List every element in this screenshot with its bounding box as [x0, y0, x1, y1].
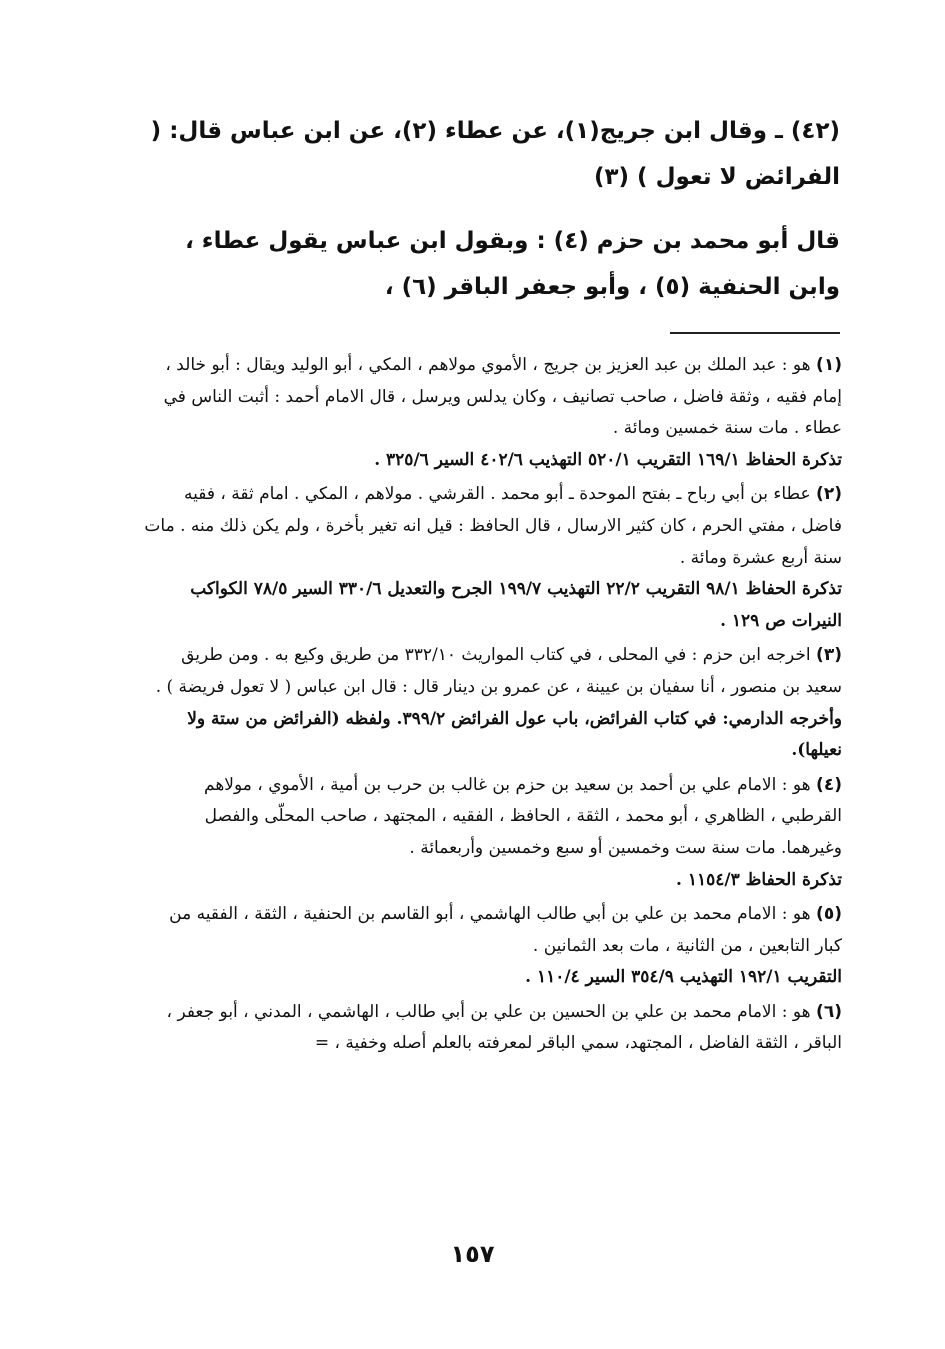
footnote-6 — [140, 997, 842, 1060]
footnote-reference: تذكرة الحفاظ ١١٥٤/٣ . — [676, 869, 842, 890]
main-text — [140, 108, 840, 328]
footnote-text: هو : الامام علي بن أحمد بن سعيد بن حزم بن غالب بن حرب بن أمية ، الأموي ، مولاهم القرطبي ، الظاهري ، أبو محمد ، الثقة ، الحافظ ، الفقيه ، المجتهد ، صاحب المحلّى والفصل وغيرهما. مات سنة ست وخمسين أو سبع وخمسين وأربعمائة . — [204, 774, 842, 858]
footnotes — [140, 350, 842, 1063]
page-number: ١٥٧ — [450, 1240, 495, 1268]
footnote-reference: تذكرة الحفاظ ٩٨/١ التقريب ٢٢/٢ التهذيب ١٩٩/٧ الجرح والتعديل ٣٣٠/٦ السير ٧٨/٥ الكواكب النيرات ص ١٢٩ . — [190, 579, 842, 631]
footnote-reference: تذكرة الحفاظ ١٦٩/١ التقريب ٥٢٠/١ التهذيب ٤٠٢/٦ السير ٣٢٥/٦ . — [374, 449, 842, 470]
footnote-text: هو : الامام محمد بن علي بن أبي طالب الهاشمي ، أبو القاسم بن الحنفية ، الثقة ، الفقيه من كبار التابعين ، من الثانية ، مات بعد الثمانين . — [169, 904, 842, 956]
footnote-number: (٦) — [816, 1001, 842, 1022]
footnote-text: هو : الامام محمد بن علي بن الحسين بن علي بن أبي طالب ، الهاشمي ، المدني ، أبو جعفر ، الباقر ، الثقة الفاضل ، المجتهد، سمي الباقر لمعرفته بالعلم أصله وخفية ، = — [166, 1001, 842, 1054]
footnote-number: (٣) — [816, 645, 842, 666]
hadith-42-paragraph: (٤٢) ـ وقال ابن جريج(١)، عن عطاء (٢)، عن ابن عباس قال: ( الفرائض لا تعول ) (٣) — [150, 118, 840, 190]
footnote-4 — [140, 770, 842, 896]
footnote-number: (٢) — [816, 484, 842, 505]
footnote-text: اخرجه ابن حزم : في المحلى ، في كتاب المواريث ٣٣٢/١٠ من طريق وكيع به . ومن طريق سعيد بن منصور ، أنا سفيان بن عيينة ، عن عمرو بن دينار قال : قال ابن عباس ( لا تعول فريضة ) . — [155, 645, 842, 697]
footnote-text: هو : عبد الملك بن عبد العزيز بن جريج ، الأموي مولاهم ، المكي ، أبو الوليد ويقال : أبو خالد ، إمام فقيه ، وثقة فاضل ، صاحب تصانيف ، وكان يدلس ويرسل ، قال الامام أحمد : أثبت الناس في عطاء . مات سنة خمسين ومائة . — [163, 355, 842, 439]
footnote-number: (١) — [816, 355, 842, 375]
footnote-separator — [670, 332, 840, 334]
footnote-2 — [140, 479, 842, 637]
footnote-5 — [140, 899, 842, 994]
footnote-number: (٤) — [816, 774, 842, 795]
footnote-3 — [140, 640, 842, 766]
footnote-reference: وأخرجه الدارمي: في كتاب الفرائض، باب عول الفرائض ٣٩٩/٢. ولفظه (الفرائض من ستة ولا نعيلها). — [187, 708, 842, 761]
footnote-number: (٥) — [816, 904, 842, 925]
ibn-hazm-paragraph: قال أبو محمد بن حزم (٤) : وبقول ابن عباس يقول عطاء ، وابن الحنفية (٥) ، وأبو جعفر الباقر (٦) ، — [185, 228, 840, 300]
footnote-reference: التقريب ١٩٢/١ التهذيب ٣٥٤/٩ السير ١١٠/٤ . — [525, 967, 842, 988]
footnote-1 — [140, 350, 842, 476]
footnote-text: عطاء بن أبي رباح ـ بفتح الموحدة ـ أبو محمد . القرشي . مولاهم ، المكي . امام ثقة ، فقيه فاضل ، مفتي الحرم ، كان كثير الارسال ، قال الحافظ : قيل انه تغير بأخرة ، ولم يكن ذلك منه . مات سنة أربع عشرة ومائة . — [144, 484, 842, 568]
